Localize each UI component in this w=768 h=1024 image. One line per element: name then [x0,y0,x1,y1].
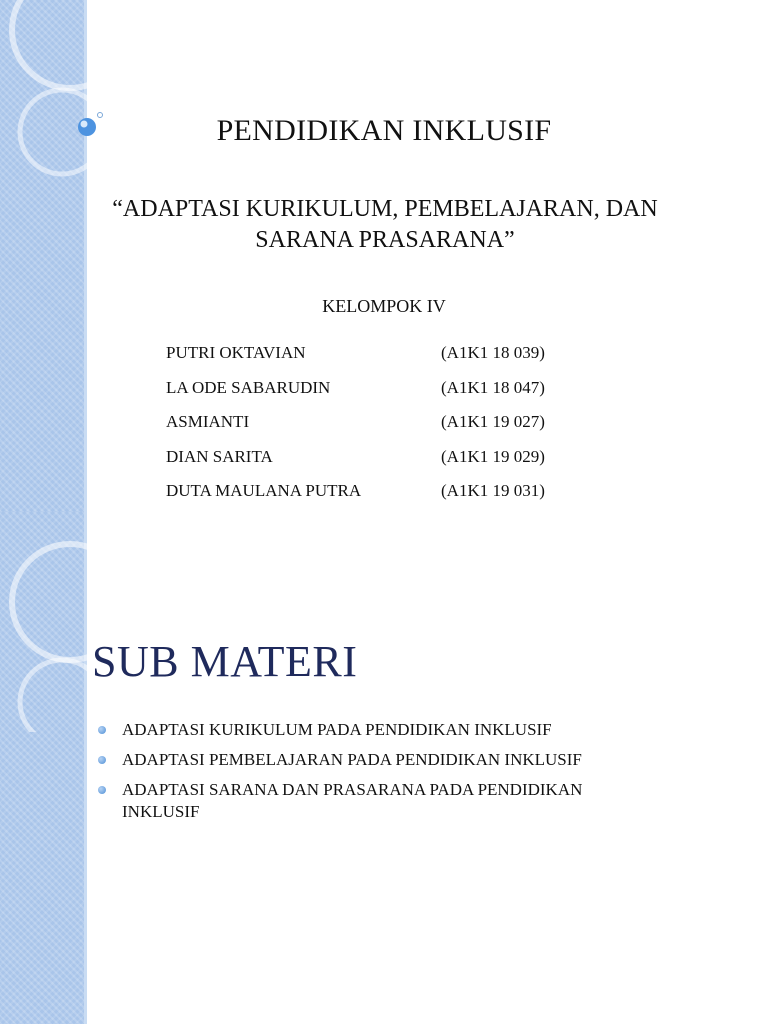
member-list [166,336,626,509]
slide-title: SUB MATERI [92,637,358,686]
list-item [96,749,656,771]
member-row [166,474,626,509]
list-item [96,779,656,823]
circle-decoration [0,512,140,732]
bullet-text: ADAPTASI KURIKULUM PADA PENDIDIKAN INKLUSIF [122,720,552,739]
list-item [96,719,656,741]
member-nim: (A1K1 19 031) [441,481,545,501]
bullet-text: ADAPTASI SARANA DAN PRASARANA PADA PENDIDIKAN INKLUSIF [122,780,583,821]
presentation-subtitle [80,194,690,256]
member-row [166,336,626,371]
member-nim: (A1K1 19 029) [441,446,545,466]
member-name: DIAN SARITA [166,446,273,466]
member-row [166,440,626,475]
subtitle-line: SARANA PRASARANA” [255,227,515,253]
member-name: PUTRI OKTAVIAN [166,343,306,363]
member-nim: (A1K1 18 047) [441,377,545,397]
member-row [166,405,626,440]
subtitle-line: “ADAPTASI KURIKULUM, PEMBELAJARAN, DAN [112,196,658,222]
bullet-icon [98,756,106,764]
bullet-icon [98,786,106,794]
group-label: KELOMPOK IV [322,296,446,316]
bullet-list [96,719,656,831]
member-name: ASMIANTI [166,412,250,432]
member-name: DUTA MAULANA PUTRA [166,481,362,501]
sub-materi-slide [0,512,768,1024]
member-row [166,371,626,406]
presentation-title: PENDIDIKAN INKLUSIF [216,114,552,147]
member-nim: (A1K1 18 039) [441,343,545,363]
member-nim: (A1K1 19 027) [441,412,545,432]
member-name: LA ODE SABARUDIN [166,377,331,397]
circle-decoration [0,0,140,200]
bullet-text: ADAPTASI PEMBELAJARAN PADA PENDIDIKAN INKLUSIF [122,750,582,769]
bullet-icon [98,726,106,734]
